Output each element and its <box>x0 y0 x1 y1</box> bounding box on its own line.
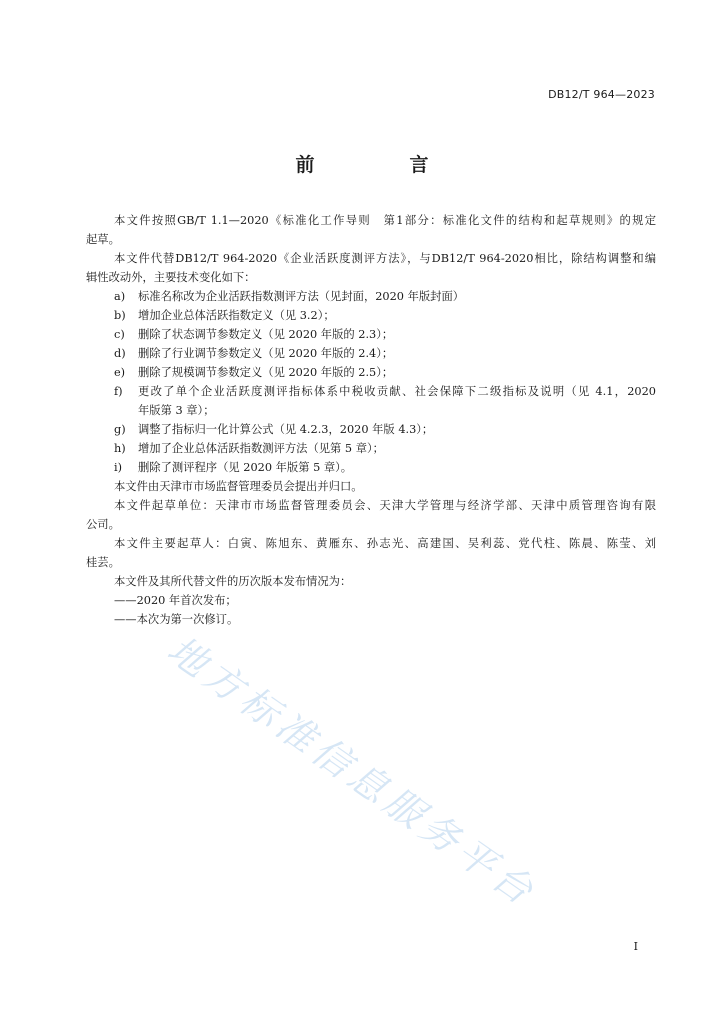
list-label: c) <box>114 328 125 341</box>
history-item: ——2020 年首次发布； <box>114 594 237 607</box>
list-item <box>86 344 656 363</box>
paragraph-line: 本文件由天津市市场监督管理委员会提出并归口。 <box>114 480 363 493</box>
list-text: 调整了指标归一化计算公式（见 4.2.3，2020 年版 4.3）； <box>138 423 434 436</box>
list-text: 删除了测评程序（见 2020 年版第 5 章）。 <box>138 461 353 474</box>
list-label: h) <box>114 442 126 455</box>
paragraph-line: 桂芸。 <box>86 556 120 569</box>
list-label: a) <box>114 290 126 303</box>
list-item <box>86 382 656 401</box>
paragraph-line: 起草。 <box>86 233 120 246</box>
list-item <box>86 325 656 344</box>
list-item <box>86 306 656 325</box>
list-item <box>86 287 656 306</box>
list-label: e) <box>114 366 126 379</box>
list-text: 删除了状态调节参数定义（见 2020 年版的 2.3）； <box>138 328 394 341</box>
list-text: 标准名称改为企业活跃指数测评方法（见封面，2020 年版封面） <box>138 290 465 303</box>
paragraph-line: 本文件及其所代替文件的历次版本发布情况为： <box>114 575 352 588</box>
document-code: DB12/T 964—2023 <box>548 88 655 101</box>
paragraph-line: 本文件起草单位：天津市市场监督管理委员会、天津大学管理与经济学部、天津中质管理咨询有限 <box>114 499 656 512</box>
list-label: i) <box>114 461 123 474</box>
paragraph-line: 公司。 <box>86 518 120 531</box>
list-label: g) <box>114 423 126 436</box>
page-number: I <box>633 940 638 953</box>
history-item: ——本次为第一次修订。 <box>114 613 239 626</box>
paragraph-line: 辑性改动外，主要技术变化如下： <box>86 271 256 284</box>
watermark: 地方标准信息服务平台 <box>159 627 546 916</box>
list-item <box>86 363 656 382</box>
paragraph-line: 本文件按照GB/T 1.1—2020《标准化工作导则 第1部分：标准化文件的结构和起草规则》的规定 <box>114 214 656 227</box>
list-text: 删除了规模调节参数定义（见 2020 年版的 2.5）； <box>138 366 394 379</box>
list-text: 增加了企业总体活跃指数测评方法（见第 5 章）； <box>138 442 384 455</box>
list-item <box>86 420 656 439</box>
list-label: f) <box>114 385 123 398</box>
list-text: 更改了单个企业活跃度测评指标体系中税收贡献、社会保障下二级指标及说明（见 4.1，2020 <box>138 385 656 398</box>
paragraph-line: 本文件主要起草人：白寅、陈旭东、黄雁东、孙志光、高建国、吴利蕊、党代柱、陈晨、陈莹、刘 <box>114 537 656 550</box>
document-body <box>86 211 656 629</box>
paragraph-line: 本文件代替DB12/T 964-2020《企业活跃度测评方法》，与DB12/T 964-2020相比，除结构调整和编 <box>114 252 656 265</box>
list-text: 删除了行业调节参数定义（见 2020 年版的 2.4）； <box>138 347 394 360</box>
page-title: 前 言 <box>295 154 467 176</box>
list-item <box>86 439 656 458</box>
list-label: d) <box>114 347 126 360</box>
list-label: b) <box>114 309 126 322</box>
list-item <box>86 458 656 477</box>
list-text: 增加企业总体活跃指数定义（见 3.2）； <box>138 309 335 322</box>
list-item-continuation: 年版第 3 章）； <box>138 404 215 417</box>
